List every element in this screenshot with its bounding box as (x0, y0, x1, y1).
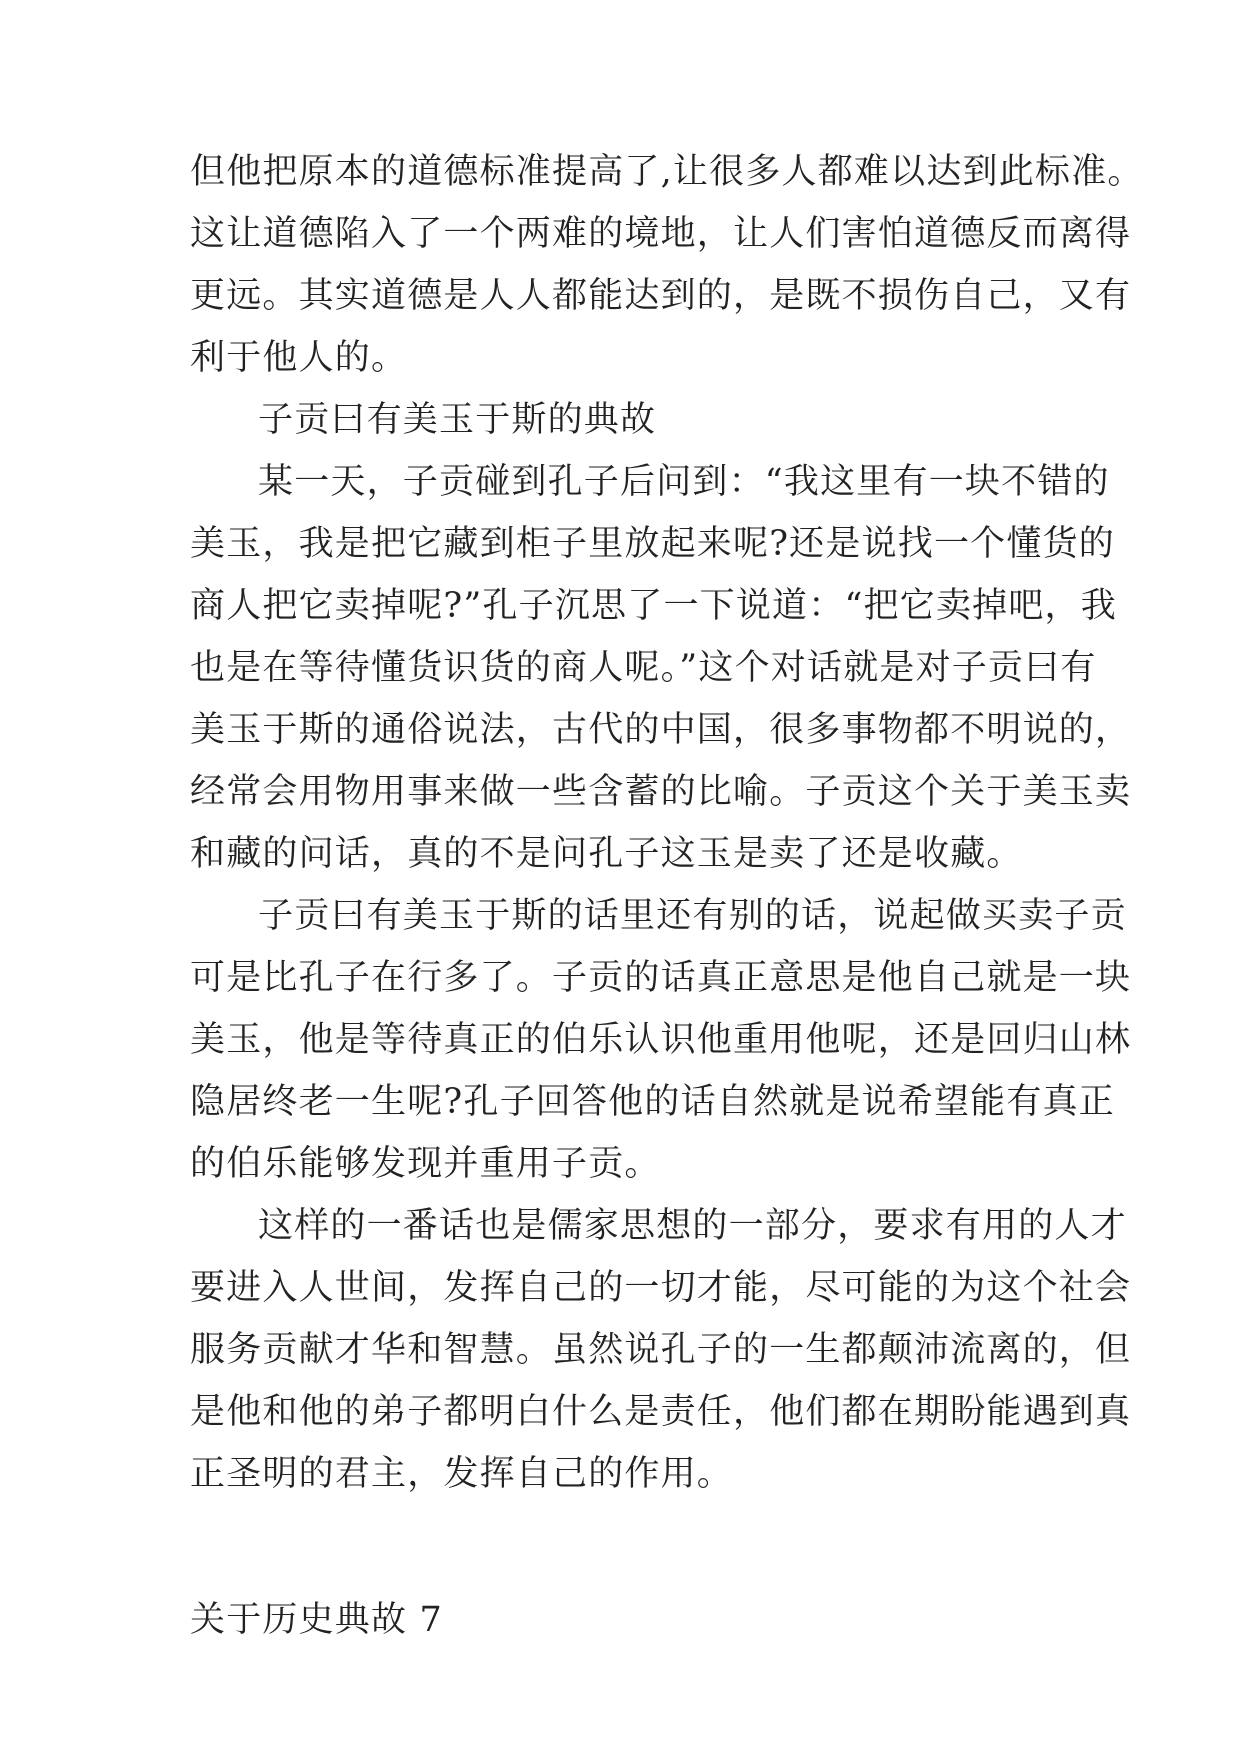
text-line: 的伯乐能够发现并重用子贡。 (190, 1144, 661, 1184)
text-line: 隐居终老一生呢?孔子回答他的话自然就是说希望能有真正 (190, 1082, 1115, 1122)
text-line: 也是在等待懂货识货的商人呢。”这个对话就是对子贡曰有 (190, 648, 1097, 688)
text-line: 要进入人世间，发挥自己的一切才能，尽可能的为这个社会 (190, 1268, 1132, 1308)
text-line: 服务贡献才华和智慧。虽然说孔子的一生都颠沛流离的，但 (190, 1330, 1132, 1370)
text-line: 更远。其实道德是人人都能达到的，是既不损伤自己，又有 (190, 276, 1132, 316)
text-line: 这让道德陷入了一个两难的境地，让人们害怕道德反而离得 (190, 214, 1132, 254)
text-line: 某一天，子贡碰到孔子后问到：“我这里有一块不错的 (258, 462, 1110, 502)
text-line: 商人把它卖掉呢?”孔子沉思了一下说道：“把它卖掉吧，我 (190, 586, 1117, 626)
text-line: 可是比孔子在行多了。子贡的话真正意思是他自己就是一块 (190, 958, 1132, 998)
section-heading: 子贡曰有美玉于斯的典故 (258, 400, 657, 440)
text-line: 和藏的问话，真的不是问孔子这玉是卖了还是收藏。 (190, 834, 1023, 874)
text-line: 是他和他的弟子都明白什么是责任，他们都在期盼能遇到真 (190, 1392, 1132, 1432)
text-line: 美玉于斯的通俗说法，古代的中国，很多事物都不明说的， (190, 710, 1132, 750)
text-line: 子贡曰有美玉于斯的话里还有别的话，说起做买卖子贡 (258, 896, 1127, 936)
text-line: 美玉，他是等待真正的伯乐认识他重用他呢，还是回归山林 (190, 1020, 1132, 1060)
text-line: 美玉，我是把它藏到柜子里放起来呢?还是说找一个懂货的 (190, 524, 1115, 564)
text-line: 经常会用物用事来做一些含蓄的比喻。子贡这个关于美玉卖 (190, 772, 1132, 812)
text-line: 这样的一番话也是儒家思想的一部分，要求有用的人才 (258, 1206, 1127, 1246)
text-line: 正圣明的君主，发挥自己的作用。 (190, 1454, 734, 1494)
text-line: 但他把原本的道德标准提高了,让很多人都难以达到此标准。 (190, 152, 1144, 192)
section-title: 关于历史典故 7 (190, 1600, 443, 1640)
text-line: 利于他人的。 (190, 338, 408, 378)
